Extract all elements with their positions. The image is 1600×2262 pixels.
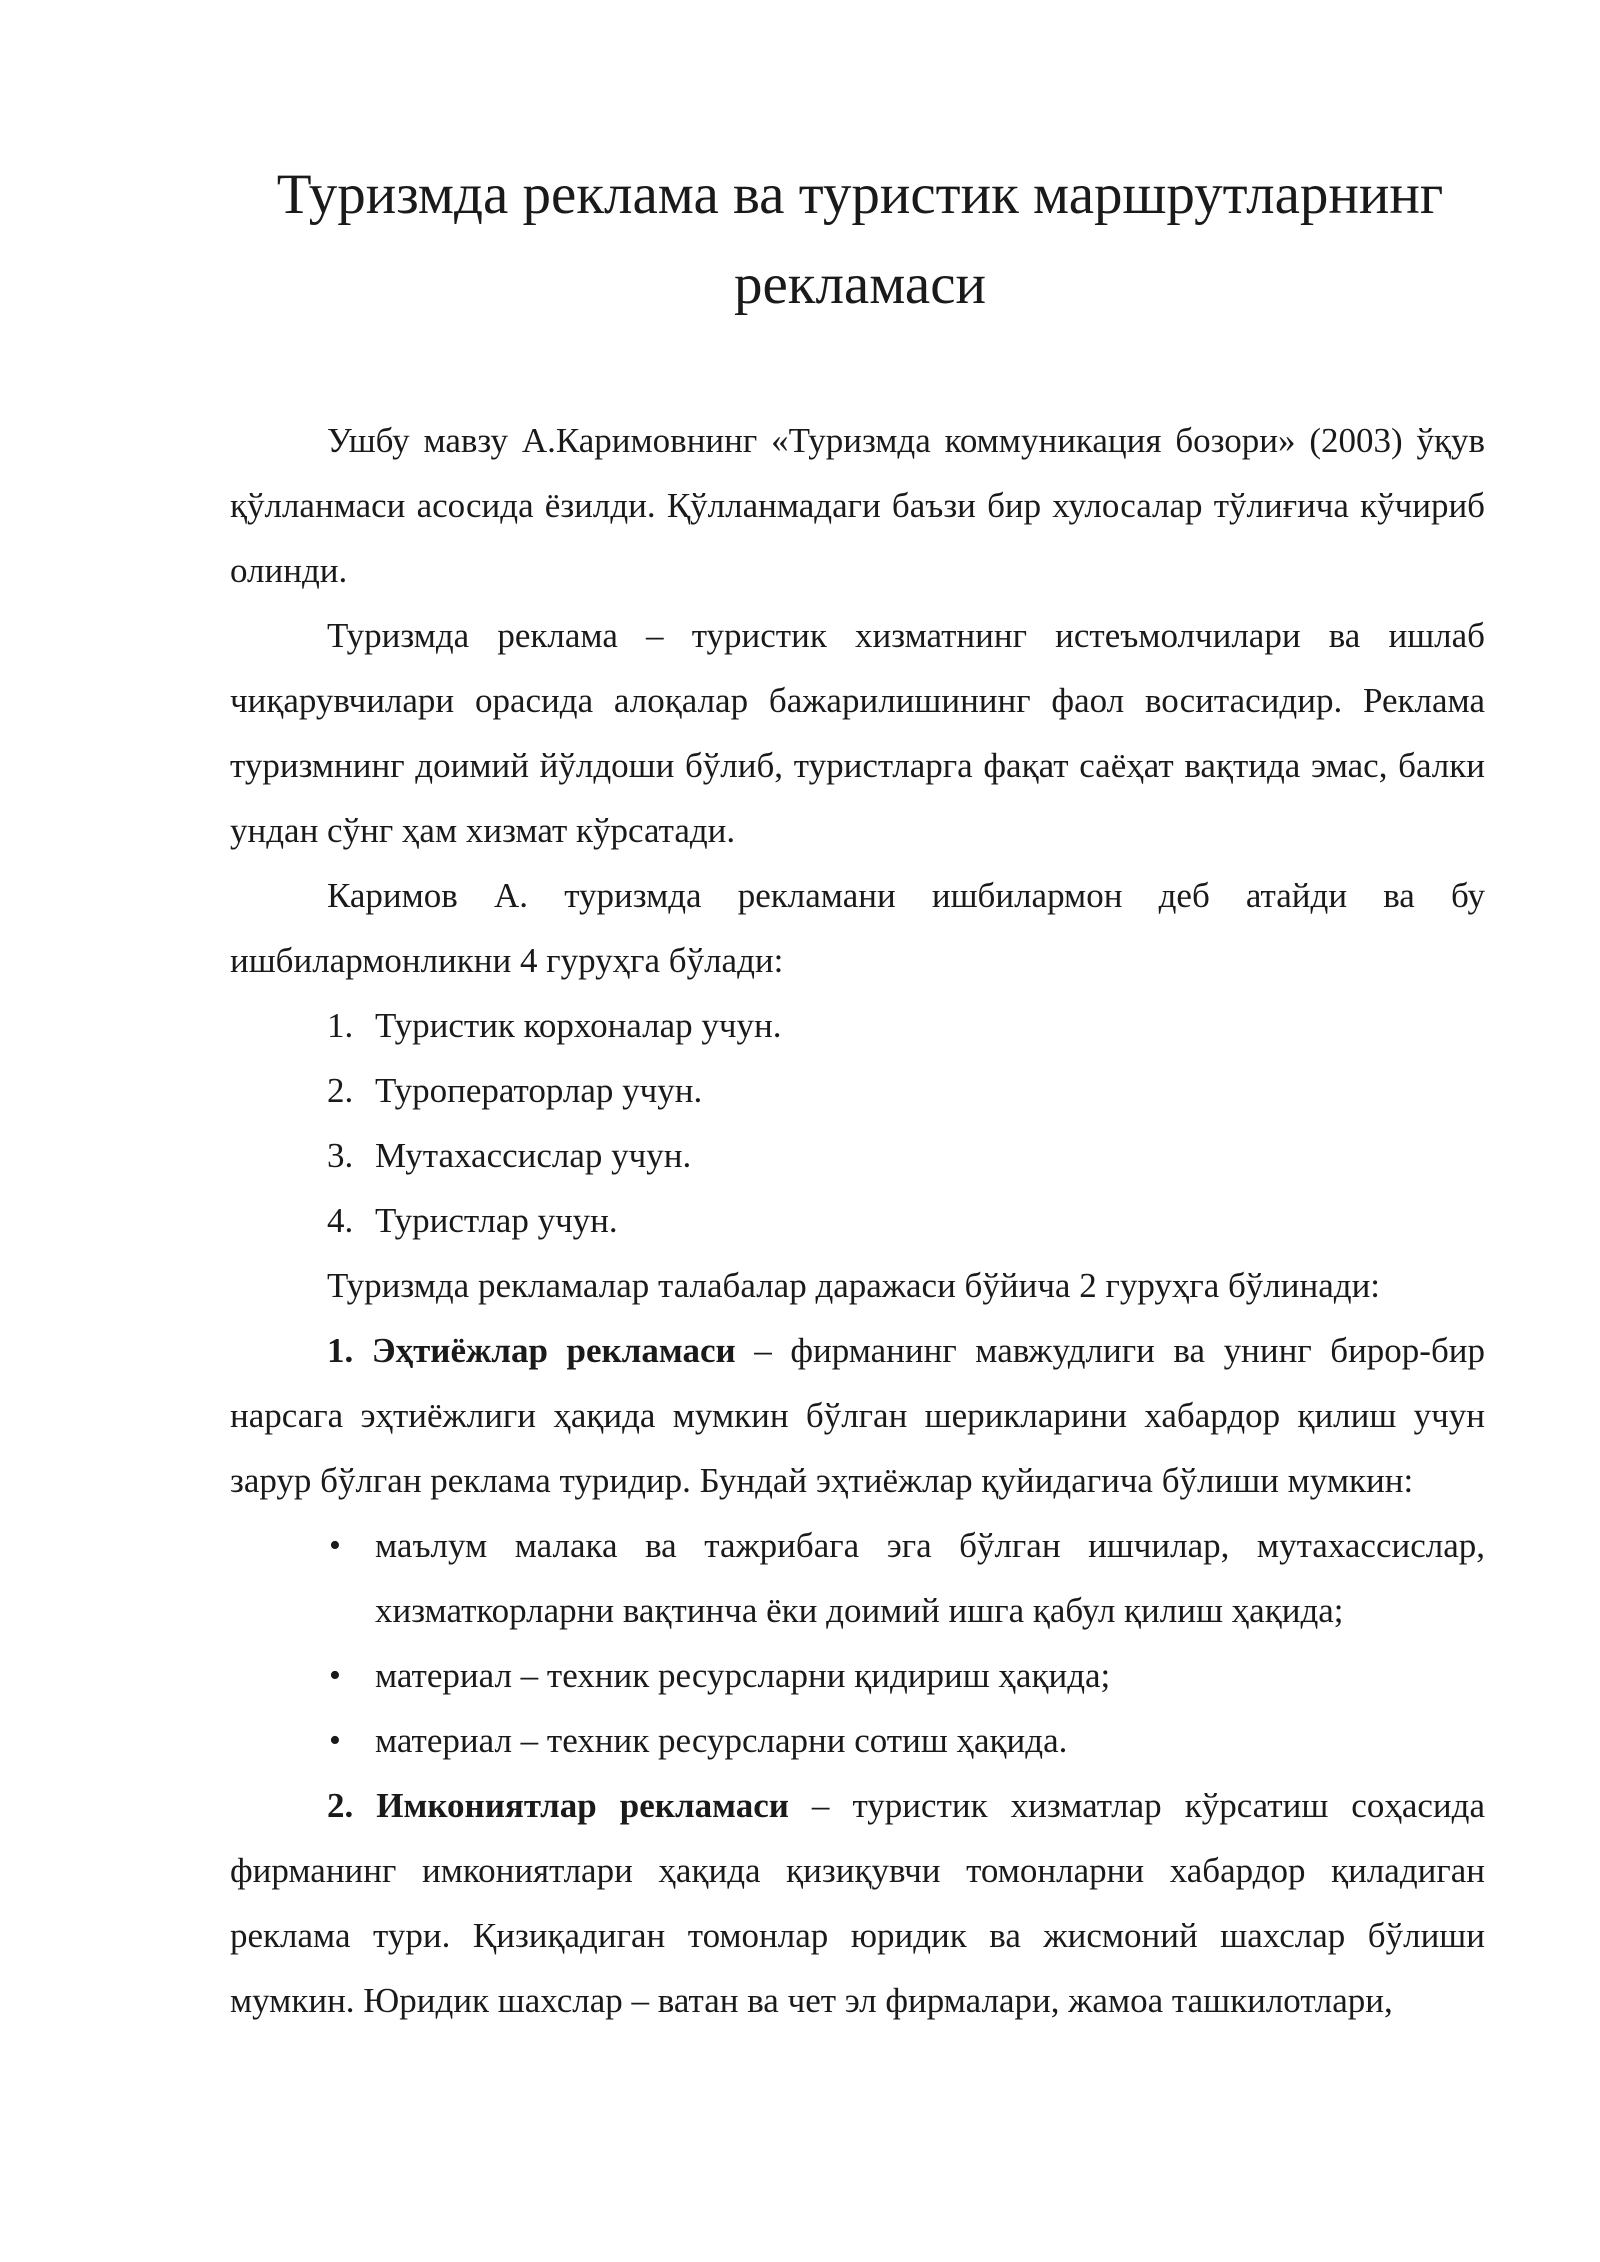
paragraph-two-groups: Туризмда рекламалар талабалар даражаси бўйича 2 гуруҳга бўлинади: (327, 1266, 1381, 1305)
bullet-icon: • (329, 1527, 341, 1564)
document-title: Туризмда реклама ва туристик маршрутларнинг рекламаси (276, 163, 1444, 316)
opportunities-advertising-text: – туристик хизматлар кўрсатиш соҳасида фирманинг имкониятлари ҳақида қизиқувчи томонларни хабардор қиладиган реклама тури. Қизиқадиган томонлар юридик ва жисмоний шахслар бўлиши мумкин. Юридик шахслар – ватан ва чет эл фирмалари, жамоа ташкилотлари, (230, 1786, 1485, 2020)
list-item-text: материал – техник ресурсларни қидириш ҳақида; (375, 1656, 1111, 1695)
opportunities-advertising-heading: 2. Имкониятлар рекламаси (327, 1786, 789, 1825)
list-item (230, 993, 1485, 1058)
list-item (230, 1188, 1485, 1253)
list-item (230, 1513, 1485, 1643)
needs-advertising-heading: 1. Эҳтиёжлар рекламаси (327, 1331, 736, 1370)
paragraph-karimov-groups: Каримов А. туризмда рекламани ишбилармон деб атайди ва бу ишбилармонликни 4 гуруҳга бўлади: (230, 876, 1485, 980)
bullet-icon: • (329, 1657, 341, 1694)
list-number: 2. (327, 1071, 354, 1110)
list-item-text: Туроператорлар учун. (375, 1071, 703, 1110)
paragraph-opportunities-advertising (230, 1773, 1485, 2033)
bullet-list (230, 1513, 1485, 1773)
list-number: 1. (327, 1006, 354, 1045)
list-number: 3. (327, 1136, 354, 1175)
list-item-text: Туристик корхоналар учун. (375, 1006, 782, 1045)
list-item-text: Туристлар учун. (375, 1201, 618, 1240)
document-body (230, 408, 1485, 2033)
list-item (230, 1123, 1485, 1188)
list-item-text: Мутахассислар учун. (375, 1136, 692, 1175)
list-item (230, 1058, 1485, 1123)
needs-advertising-text: – фирманинг мавжудлиги ва унинг бирор-бир нарсага эҳтиёжлиги ҳақида мумкин бўлган шерикларини хабардор қилиш учун зарур бўлган реклама туридир. Бундай эҳтиёжлар қуйидагича бўлиши мумкин: (230, 1331, 1485, 1500)
paragraph-advertising-definition: Туризмда реклама – туристик хизматнинг истеъмолчилари ва ишлаб чиқарувчилари орасида алоқалар бажарилишининг фаол воситасидир. Реклама туризмнинг доимий йўлдоши бўлиб, туристларга фақат саёҳат вақтида эмас, балки ундан сўнг ҳам хизмат кўрсатади. (230, 616, 1485, 850)
paragraph-needs-advertising (230, 1318, 1485, 1513)
bullet-icon: • (329, 1722, 341, 1759)
list-item-text: материал – техник ресурсларни сотиш ҳақида. (375, 1721, 1068, 1760)
list-item (230, 1708, 1485, 1773)
numbered-list (230, 993, 1485, 1253)
list-item (230, 1643, 1485, 1708)
list-number: 4. (327, 1201, 354, 1240)
list-item-text: маълум малака ва тажрибага эга бўлган ишчилар, мутахассислар, хизматкорларни вақтинча ёки доимий ишга қабул қилиш ҳақида; (375, 1526, 1485, 1630)
paragraph-intro: Ушбу мавзу А.Каримовнинг «Туризмда коммуникация бозори» (2003) ўқув қўлланмаси асосида ёзилди. Қўлланмадаги баъзи бир хулосалар тўлиғича кўчириб олинди. (230, 421, 1485, 590)
